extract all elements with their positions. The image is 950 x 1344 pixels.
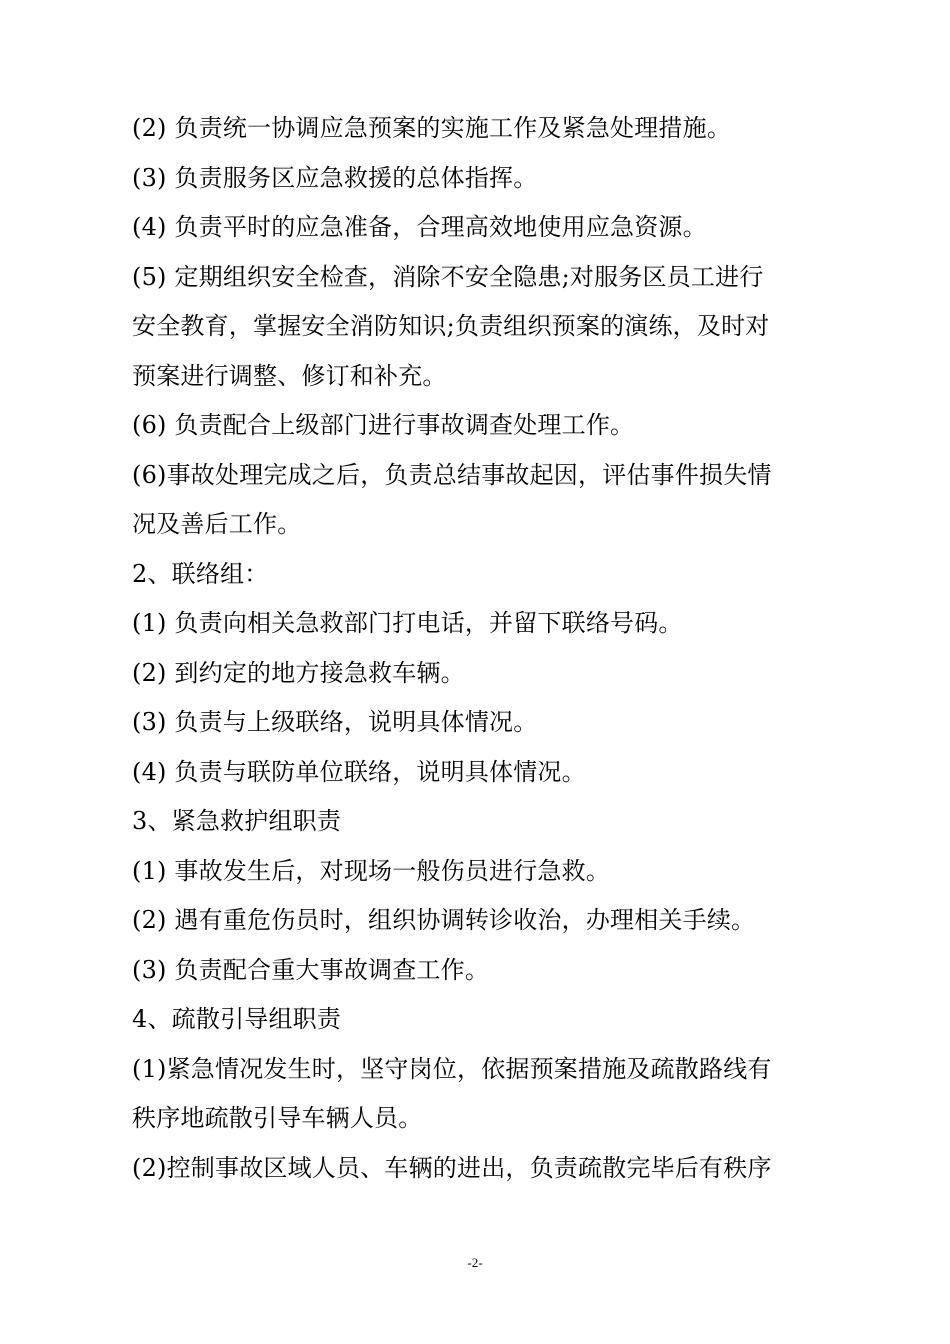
text-line: (4) 负责与联防单位联络，说明具体情况。 xyxy=(132,757,586,786)
text-line: (2) 遇有重危伤员时，组织协调转诊收治，办理相关手续。 xyxy=(132,906,756,934)
text-line: 预案进行调整、修订和补充。 xyxy=(132,361,447,390)
text-line: (5) 定期组织安全检查，消除不安全隐患;对服务区员工进行 xyxy=(132,262,764,291)
text-line: (1) 事故发生后，对现场一般伤员进行急救。 xyxy=(132,856,611,885)
document-body xyxy=(132,104,822,1193)
text-line: (3) 负责配合重大事故调查工作。 xyxy=(132,955,490,984)
text-line: (3) 负责服务区应急救援的总体指挥。 xyxy=(132,163,538,192)
text-line: (2) 到约定的地方接急救车辆。 xyxy=(132,658,465,687)
section-heading: 4、疏散引导组职责 xyxy=(132,1005,342,1033)
text-line: (4) 负责平时的应急准备，合理高效地使用应急资源。 xyxy=(132,213,707,241)
text-line: 秩序地疏散引导车辆人员。 xyxy=(132,1104,423,1132)
text-line: (6) 负责配合上级部门进行事故调查处理工作。 xyxy=(132,411,635,439)
text-line: (1)紧急情况发生时，坚守岗位，依据预案措施及疏散路线有 xyxy=(132,1054,772,1083)
text-line: (2) 负责统一协调应急预案的实施工作及紧急处理措施。 xyxy=(132,114,732,142)
text-line: (3) 负责与上级联络，说明具体情况。 xyxy=(132,708,538,736)
text-line: (2)控制事故区域人员、车辆的进出，负责疏散完毕后有秩序 xyxy=(132,1153,772,1182)
section-heading: 3、紧急救护组职责 xyxy=(132,807,342,835)
text-line: (6)事故处理完成之后，负责总结事故起因，评估事件损失情 xyxy=(132,460,772,489)
page-number: -2- xyxy=(467,1255,483,1270)
text-line: (1) 负责向相关急救部门打电话，并留下联络号码。 xyxy=(132,609,683,637)
text-line: 安全教育，掌握安全消防知识;负责组织预案的演练，及时对 xyxy=(132,312,770,340)
text-line: 况及善后工作。 xyxy=(132,510,302,538)
section-heading: 2、联络组： xyxy=(132,559,269,588)
